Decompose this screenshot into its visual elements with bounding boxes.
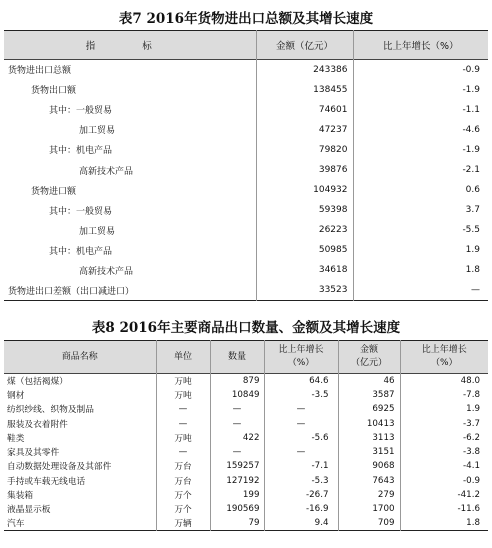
table8-header-amount [338,341,400,374]
table8-cell-qty: 159257 [210,459,264,473]
table7-cell-change: -0.9 [353,60,488,80]
table7-header-indicator: 指 标 [4,31,256,60]
table7-cell-label: 货物进出口差额（出口减进口） [8,286,135,297]
table8-cell-qty-change: — [264,445,338,459]
table8-cell-qty-change: -16.9 [264,502,338,516]
table8-cell-amount: 709 [338,516,400,530]
table7-row [4,60,488,80]
table8-cell-amount-change: 1.8 [400,516,488,530]
table8-cell-qty: 190569 [210,502,264,516]
table7-cell-amount: 47237 [256,120,353,140]
table7-cell-change: — [353,281,488,301]
table8-cell-qty: 879 [210,374,264,388]
table8-cell-amount-change: 48.0 [400,374,488,388]
table8-row [4,416,488,430]
table8-header-amount-line2: （亿元） [350,358,387,368]
table7-row [4,240,488,260]
table8-cell-amount: 3587 [338,388,400,402]
table8-cell-amount: 6925 [338,402,400,416]
table7-cell-label: 货物进出口总额 [8,66,72,77]
table8-header-amount-change [400,341,488,374]
table7-row [4,120,488,140]
table8-cell-amount-change: -11.6 [400,502,488,516]
table8-cell-amount: 7643 [338,474,400,488]
table8-cell-name: 集装箱 [7,491,34,502]
table7-header-amount: 金额（亿元） [256,31,353,60]
table8-cell-qty: — [210,402,264,416]
table8-cell-amount-change: 1.9 [400,402,488,416]
table8-cell-amount-change: -6.2 [400,431,488,445]
table8-cell-name: 钢材 [7,390,25,401]
table8-cell-qty: 79 [210,516,264,530]
table8-cell-qty-change: -26.7 [264,488,338,502]
table7-cell-change: -1.1 [353,100,488,120]
table7-row [4,281,488,301]
table8-row [4,374,488,388]
table7-cell-amount: 50985 [256,240,353,260]
table7-cell-change: -2.1 [353,160,488,180]
table8-title: 表8 2016年主要商品出口数量、金额及其增长速度 [91,320,401,336]
table7-cell-amount: 39876 [256,160,353,180]
table7-cell-change: 1.8 [353,260,488,280]
table8 [4,340,488,531]
table8-cell-qty: — [210,445,264,459]
table8-cell-unit: — [156,416,210,430]
table8-header-qty: 数量 [210,341,264,374]
table7-cell-change: 3.7 [353,200,488,220]
table7-row [4,260,488,280]
table8-row [4,445,488,459]
table8-cell-unit: — [156,402,210,416]
table8-cell-name: 汽车 [7,519,25,530]
table8-row [4,431,488,445]
table8-cell-qty: 422 [210,431,264,445]
table8-cell-amount-change: -3.8 [400,445,488,459]
table7-cell-change: -1.9 [353,80,488,100]
table8-cell-amount-change: -3.7 [400,416,488,430]
table7 [4,30,488,301]
table8-cell-unit: 万辆 [156,516,210,530]
table8-cell-qty-change: -3.5 [264,388,338,402]
table7-row [4,180,488,200]
table8-cell-qty: 10849 [210,388,264,402]
table7-cell-label: 其中：一般贸易 [49,106,113,117]
table7-row [4,200,488,220]
table8-cell-unit: 万吨 [156,388,210,402]
table8-cell-unit: 万吨 [156,374,210,388]
table7-cell-label: 其中：机电产品 [49,246,113,257]
table8-cell-amount: 3113 [338,431,400,445]
table8-cell-name: 家具及其零件 [7,448,60,459]
table7-cell-amount: 59398 [256,200,353,220]
table7-row [4,140,488,160]
table8-cell-amount-change: -0.9 [400,474,488,488]
table8-header-unit: 单位 [156,341,210,374]
table8-cell-qty-change: — [264,402,338,416]
table8-cell-qty-change: -5.6 [264,431,338,445]
table8-cell-name: 液晶显示板 [7,505,51,516]
table8-cell-unit: 万台 [156,474,210,488]
table7-cell-label: 高新技术产品 [79,166,134,177]
table7-cell-change: 0.6 [353,180,488,200]
table8-cell-qty-change: -7.1 [264,459,338,473]
table8-cell-amount: 3151 [338,445,400,459]
table8-cell-qty-change: 64.6 [264,374,338,388]
table8-cell-amount: 1700 [338,502,400,516]
table8-cell-amount: 46 [338,374,400,388]
table8-cell-name: 煤（包括褐煤） [7,376,68,387]
table8-cell-qty-change: 9.4 [264,516,338,530]
table8-row [4,516,488,530]
table8-cell-name: 服装及衣着附件 [7,419,68,430]
table7-cell-amount: 138455 [256,80,353,100]
table7-cell-label: 高新技术产品 [79,266,134,277]
table7-header-change: 比上年增长（%） [353,31,488,60]
table8-header-row [4,341,488,374]
table7-cell-amount: 243386 [256,60,353,80]
table8-cell-qty: — [210,416,264,430]
table8-cell-qty: 199 [210,488,264,502]
table8-cell-qty-change: -5.3 [264,474,338,488]
table7-cell-amount: 34618 [256,260,353,280]
table8-cell-qty: 127192 [210,474,264,488]
table8-header-name: 商品名称 [4,341,156,374]
table7-cell-label: 货物进口额 [31,186,77,197]
table8-cell-amount: 9068 [338,459,400,473]
table8-cell-name: 自动数据处理设备及其部件 [7,462,112,473]
table7-cell-amount: 33523 [256,281,353,301]
table7-cell-amount: 74601 [256,100,353,120]
table8-cell-unit: 万个 [156,502,210,516]
table8-cell-unit: 万吨 [156,431,210,445]
table8-cell-qty-change: — [264,416,338,430]
table8-cell-unit: 万个 [156,488,210,502]
table7-cell-amount: 104932 [256,180,353,200]
table8-cell-unit: — [156,445,210,459]
table8-row [4,488,488,502]
table8-cell-amount: 279 [338,488,400,502]
table7-row [4,160,488,180]
table8-header-qty-change [264,341,338,374]
table8-cell-name: 手持或车载无线电话 [7,476,86,487]
table8-cell-name: 鞋类 [7,433,25,444]
table7-cell-amount: 26223 [256,220,353,240]
table8-row [4,474,488,488]
table8-cell-amount-change: -41.2 [400,488,488,502]
table7-cell-change: -5.5 [353,220,488,240]
table7-row [4,80,488,100]
table8-cell-unit: 万台 [156,459,210,473]
table8-header-amount-line1: 金额 [359,345,378,355]
table8-cell-name: 纺织纱线、织物及制品 [7,405,94,416]
table8-header-qty-change-line1: 比上年增长 [278,345,324,355]
table7-cell-change: -4.6 [353,120,488,140]
table7-cell-label: 加工贸易 [79,226,116,237]
table7-cell-change: 1.9 [353,240,488,260]
table8-header-amount-change-line2: （%） [430,358,458,368]
table8-header-qty-change-line2: （%） [287,358,315,368]
table8-row [4,402,488,416]
table7-cell-label: 货物出口额 [31,86,77,97]
table7-cell-amount: 79820 [256,140,353,160]
table8-cell-amount-change: -4.1 [400,459,488,473]
table7-row [4,220,488,240]
table8-row [4,459,488,473]
table7-cell-label: 其中：机电产品 [49,146,113,157]
table8-row [4,502,488,516]
table7-cell-label: 其中：一般贸易 [49,206,113,217]
table7-header-row [4,31,488,60]
table8-cell-amount-change: -7.8 [400,388,488,402]
table7-title: 表7 2016年货物进出口总额及其增长速度 [118,11,374,27]
table8-header-amount-change-line1: 比上年增长 [421,345,467,355]
table7-row [4,100,488,120]
table7-cell-change: -1.9 [353,140,488,160]
table7-cell-label: 加工贸易 [79,126,116,137]
table8-cell-amount: 10413 [338,416,400,430]
table8-row [4,388,488,402]
